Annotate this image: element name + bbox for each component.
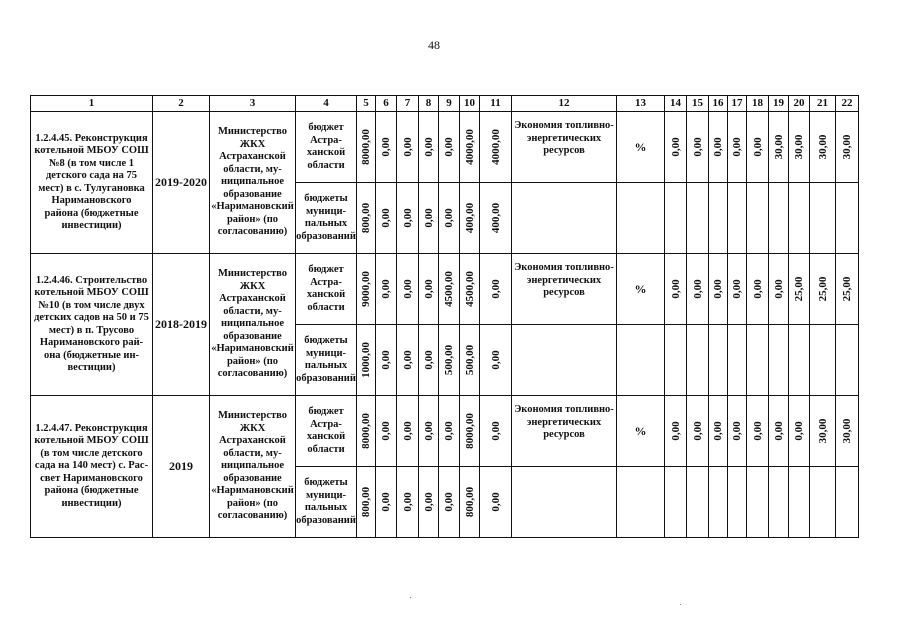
target-cell — [665, 112, 687, 183]
empty-cell — [617, 467, 665, 538]
empty-cell — [512, 183, 617, 254]
column-header: 15 — [687, 96, 709, 112]
amount-cell-text: 0,00 — [442, 208, 455, 228]
amount-cell — [376, 112, 397, 183]
amount-cell-text: 0,00 — [379, 421, 392, 441]
target-cell — [709, 396, 728, 467]
empty-cell — [512, 325, 617, 396]
target-cell-text: 0,00 — [730, 421, 743, 441]
page-number: 48 — [428, 38, 440, 52]
column-header: 13 — [617, 96, 665, 112]
target-cell — [836, 254, 859, 325]
amount-cell-text: 0,00 — [401, 279, 414, 299]
table-body — [31, 112, 859, 538]
target-cell — [728, 396, 747, 467]
amount-cell-text: 0,00 — [422, 137, 435, 157]
funding-source: бюджеты муниципальных образований — [296, 183, 357, 254]
amount-cell-text: 800,00 — [359, 202, 372, 234]
target-cell-text: 25,00 — [816, 276, 829, 302]
amount-cell — [419, 325, 439, 396]
amount-cell — [376, 325, 397, 396]
column-header: 8 — [419, 96, 439, 112]
empty-cell — [665, 325, 687, 396]
empty-cell — [709, 183, 728, 254]
column-header: 2 — [153, 96, 210, 112]
task-name: 1.2.4.47. Реконструкция котельной МБОУ СОШ (в том числе детского сада на 140 мест) с. Рассвет Наримановского района (бюджетные инвестиции) — [31, 396, 153, 538]
executor-cell: Министерство ЖКХ Астраханской области, муниципальное образование «Наримановский район» (по согласованию) — [210, 112, 296, 254]
unit-cell: % — [617, 254, 665, 325]
funding-source: бюджеты муниципальных образований — [296, 467, 357, 538]
amount-cell-text: 4000,00 — [463, 129, 476, 165]
period-cell: 2019-2020 — [153, 112, 210, 254]
amount-cell — [419, 467, 439, 538]
amount-cell — [419, 254, 439, 325]
funding-source: бюджеты муниципальных образований — [296, 325, 357, 396]
target-cell-text: 0,00 — [772, 421, 785, 441]
amount-cell-text: 400,00 — [489, 202, 502, 234]
period-cell: 2018-2019 — [153, 254, 210, 396]
target-cell — [747, 112, 769, 183]
target-cell — [789, 396, 810, 467]
target-cell — [810, 112, 836, 183]
amount-cell-text: 0,00 — [422, 492, 435, 512]
amount-cell-text: 0,00 — [422, 279, 435, 299]
amount-cell — [376, 254, 397, 325]
amount-cell — [460, 325, 480, 396]
amount-cell — [397, 254, 419, 325]
table-row — [31, 254, 859, 325]
amount-cell — [357, 183, 376, 254]
empty-cell — [810, 325, 836, 396]
target-cell — [769, 396, 789, 467]
target-cell-text: 0,00 — [751, 421, 764, 441]
target-cell-text: 30,00 — [840, 134, 853, 160]
target-cell-text: 0,00 — [772, 279, 785, 299]
column-header: 7 — [397, 96, 419, 112]
amount-cell — [357, 467, 376, 538]
target-cell — [747, 254, 769, 325]
amount-cell-text: 0,00 — [489, 279, 502, 299]
amount-cell-text: 4500,00 — [442, 271, 455, 307]
amount-cell — [480, 183, 512, 254]
empty-cell — [617, 183, 665, 254]
target-cell-text: 30,00 — [840, 418, 853, 444]
unit-cell: % — [617, 396, 665, 467]
empty-cell — [728, 325, 747, 396]
unit-cell: % — [617, 112, 665, 183]
amount-cell — [480, 396, 512, 467]
amount-cell-text: 0,00 — [379, 279, 392, 299]
amount-cell-text: 0,00 — [379, 208, 392, 228]
executor-cell: Министерство ЖКХ Астраханской области, муниципальное образование «Наримановский район» (по согласованию) — [210, 254, 296, 396]
amount-cell — [357, 396, 376, 467]
amount-cell-text: 500,00 — [463, 344, 476, 376]
column-header: 4 — [296, 96, 357, 112]
empty-cell — [687, 183, 709, 254]
amount-cell-text: 0,00 — [489, 492, 502, 512]
column-header: 14 — [665, 96, 687, 112]
amount-cell — [419, 112, 439, 183]
amount-cell — [397, 396, 419, 467]
target-cell — [769, 254, 789, 325]
empty-cell — [810, 467, 836, 538]
amount-cell-text: 0,00 — [489, 350, 502, 370]
amount-cell-text: 0,00 — [442, 492, 455, 512]
target-cell-text: 0,00 — [711, 421, 724, 441]
empty-cell — [789, 467, 810, 538]
target-cell — [709, 112, 728, 183]
target-cell-text: 25,00 — [840, 276, 853, 302]
target-cell-text: 25,00 — [792, 276, 805, 302]
amount-cell-text: 0,00 — [422, 208, 435, 228]
empty-cell — [728, 467, 747, 538]
amount-cell-text: 8000,00 — [359, 413, 372, 449]
column-header: 21 — [810, 96, 836, 112]
target-cell-text: 30,00 — [792, 134, 805, 160]
target-cell-text: 0,00 — [691, 421, 704, 441]
funding-source: бюджет Астраханской области — [296, 396, 357, 467]
funding-source: бюджет Астраханской области — [296, 254, 357, 325]
amount-cell-text: 8000,00 — [463, 413, 476, 449]
target-cell-text: 0,00 — [751, 279, 764, 299]
table-row — [31, 396, 859, 467]
indicator-cell: Экономия топливно-энергетических ресурсов — [512, 396, 617, 467]
empty-cell — [709, 467, 728, 538]
scan-speck — [680, 604, 681, 605]
amount-cell — [419, 183, 439, 254]
empty-cell — [728, 183, 747, 254]
amount-cell-text: 0,00 — [442, 421, 455, 441]
funding-source: бюджет Астраханской области — [296, 112, 357, 183]
amount-cell — [357, 325, 376, 396]
column-header: 5 — [357, 96, 376, 112]
column-header: 3 — [210, 96, 296, 112]
column-header: 16 — [709, 96, 728, 112]
amount-cell — [460, 467, 480, 538]
amount-cell — [397, 112, 419, 183]
amount-cell — [480, 112, 512, 183]
column-header: 1 — [31, 96, 153, 112]
amount-cell — [439, 396, 460, 467]
program-table — [30, 95, 859, 538]
target-cell — [747, 396, 769, 467]
target-cell-text: 0,00 — [669, 279, 682, 299]
target-cell — [810, 254, 836, 325]
empty-cell — [836, 467, 859, 538]
amount-cell — [357, 254, 376, 325]
amount-cell — [357, 112, 376, 183]
target-cell — [687, 254, 709, 325]
target-cell — [687, 112, 709, 183]
amount-cell — [376, 467, 397, 538]
amount-cell-text: 0,00 — [489, 421, 502, 441]
target-cell — [789, 254, 810, 325]
amount-cell — [460, 183, 480, 254]
amount-cell-text: 4500,00 — [463, 271, 476, 307]
amount-cell-text: 0,00 — [379, 350, 392, 370]
empty-cell — [747, 183, 769, 254]
amount-cell-text: 9000,00 — [359, 271, 372, 307]
amount-cell-text: 400,00 — [463, 202, 476, 234]
amount-cell-text: 0,00 — [379, 137, 392, 157]
empty-cell — [687, 467, 709, 538]
target-cell-text: 0,00 — [730, 137, 743, 157]
column-header: 22 — [836, 96, 859, 112]
empty-cell — [836, 325, 859, 396]
amount-cell-text: 0,00 — [401, 421, 414, 441]
amount-cell-text: 0,00 — [401, 137, 414, 157]
empty-cell — [789, 325, 810, 396]
amount-cell — [439, 183, 460, 254]
period-cell: 2019 — [153, 396, 210, 538]
amount-cell-text: 0,00 — [401, 350, 414, 370]
empty-cell — [617, 325, 665, 396]
empty-cell — [810, 183, 836, 254]
target-cell-text: 0,00 — [751, 137, 764, 157]
task-name: 1.2.4.46. Строительство котельной МБОУ СОШ №10 (в том числе двух детских садов на 50 и 75 мест) в п. Трусово Наримановского района (бюджетные инвестиции) — [31, 254, 153, 396]
amount-cell — [376, 183, 397, 254]
amount-cell-text: 0,00 — [401, 492, 414, 512]
empty-cell — [747, 325, 769, 396]
amount-cell — [439, 112, 460, 183]
empty-cell — [512, 467, 617, 538]
amount-cell — [439, 467, 460, 538]
amount-cell — [397, 325, 419, 396]
task-name: 1.2.4.45. Реконструкция котельной МБОУ СОШ №8 (в том числе 1 детского сада на 75 мест) в с. Тулугановка Наримановского района (бюджетные инвестиции) — [31, 112, 153, 254]
target-cell-text: 0,00 — [691, 137, 704, 157]
amount-cell-text: 8000,00 — [359, 129, 372, 165]
empty-cell — [665, 467, 687, 538]
target-cell — [810, 396, 836, 467]
target-cell-text: 0,00 — [792, 421, 805, 441]
empty-cell — [709, 325, 728, 396]
amount-cell — [439, 325, 460, 396]
target-cell — [836, 112, 859, 183]
target-cell-text: 0,00 — [711, 279, 724, 299]
amount-cell-text: 500,00 — [442, 344, 455, 376]
target-cell — [789, 112, 810, 183]
column-header: 6 — [376, 96, 397, 112]
header-row — [31, 96, 859, 112]
amount-cell — [480, 254, 512, 325]
amount-cell-text: 0,00 — [422, 421, 435, 441]
indicator-cell: Экономия топливно-энергетических ресурсов — [512, 112, 617, 183]
column-header: 17 — [728, 96, 747, 112]
amount-cell-text: 0,00 — [379, 492, 392, 512]
amount-cell-text: 800,00 — [359, 486, 372, 518]
empty-cell — [747, 467, 769, 538]
empty-cell — [769, 467, 789, 538]
target-cell-text: 0,00 — [730, 279, 743, 299]
amount-cell-text: 800,00 — [463, 486, 476, 518]
target-cell — [769, 112, 789, 183]
empty-cell — [665, 183, 687, 254]
column-header: 18 — [747, 96, 769, 112]
target-cell — [836, 396, 859, 467]
target-cell-text: 0,00 — [669, 421, 682, 441]
amount-cell — [460, 396, 480, 467]
amount-cell — [460, 254, 480, 325]
amount-cell — [397, 467, 419, 538]
empty-cell — [836, 183, 859, 254]
column-header: 11 — [480, 96, 512, 112]
column-header: 9 — [439, 96, 460, 112]
amount-cell-text: 0,00 — [422, 350, 435, 370]
column-header: 20 — [789, 96, 810, 112]
table-row — [31, 112, 859, 183]
empty-cell — [769, 183, 789, 254]
amount-cell — [460, 112, 480, 183]
column-header: 19 — [769, 96, 789, 112]
target-cell-text: 0,00 — [711, 137, 724, 157]
amount-cell — [480, 325, 512, 396]
target-cell — [687, 396, 709, 467]
empty-cell — [789, 183, 810, 254]
amount-cell-text: 0,00 — [442, 137, 455, 157]
amount-cell — [397, 183, 419, 254]
column-header: 12 — [512, 96, 617, 112]
indicator-cell: Экономия топливно-энергетических ресурсов — [512, 254, 617, 325]
amount-cell-text: 0,00 — [401, 208, 414, 228]
target-cell — [728, 112, 747, 183]
target-cell — [665, 254, 687, 325]
amount-cell-text: 1000,00 — [359, 342, 372, 378]
amount-cell — [376, 396, 397, 467]
scan-speck — [410, 597, 411, 598]
target-cell-text: 30,00 — [772, 134, 785, 160]
amount-cell — [439, 254, 460, 325]
target-cell-text: 30,00 — [816, 418, 829, 444]
target-cell-text: 0,00 — [669, 137, 682, 157]
target-cell — [709, 254, 728, 325]
amount-cell — [419, 396, 439, 467]
empty-cell — [769, 325, 789, 396]
target-cell-text: 0,00 — [691, 279, 704, 299]
target-cell — [728, 254, 747, 325]
executor-cell: Министерство ЖКХ Астраханской области, муниципальное образование «Наримановский район» (по согласованию) — [210, 396, 296, 538]
target-cell-text: 30,00 — [816, 134, 829, 160]
amount-cell-text: 4000,00 — [489, 129, 502, 165]
column-header: 10 — [460, 96, 480, 112]
amount-cell — [480, 467, 512, 538]
empty-cell — [687, 325, 709, 396]
target-cell — [665, 396, 687, 467]
